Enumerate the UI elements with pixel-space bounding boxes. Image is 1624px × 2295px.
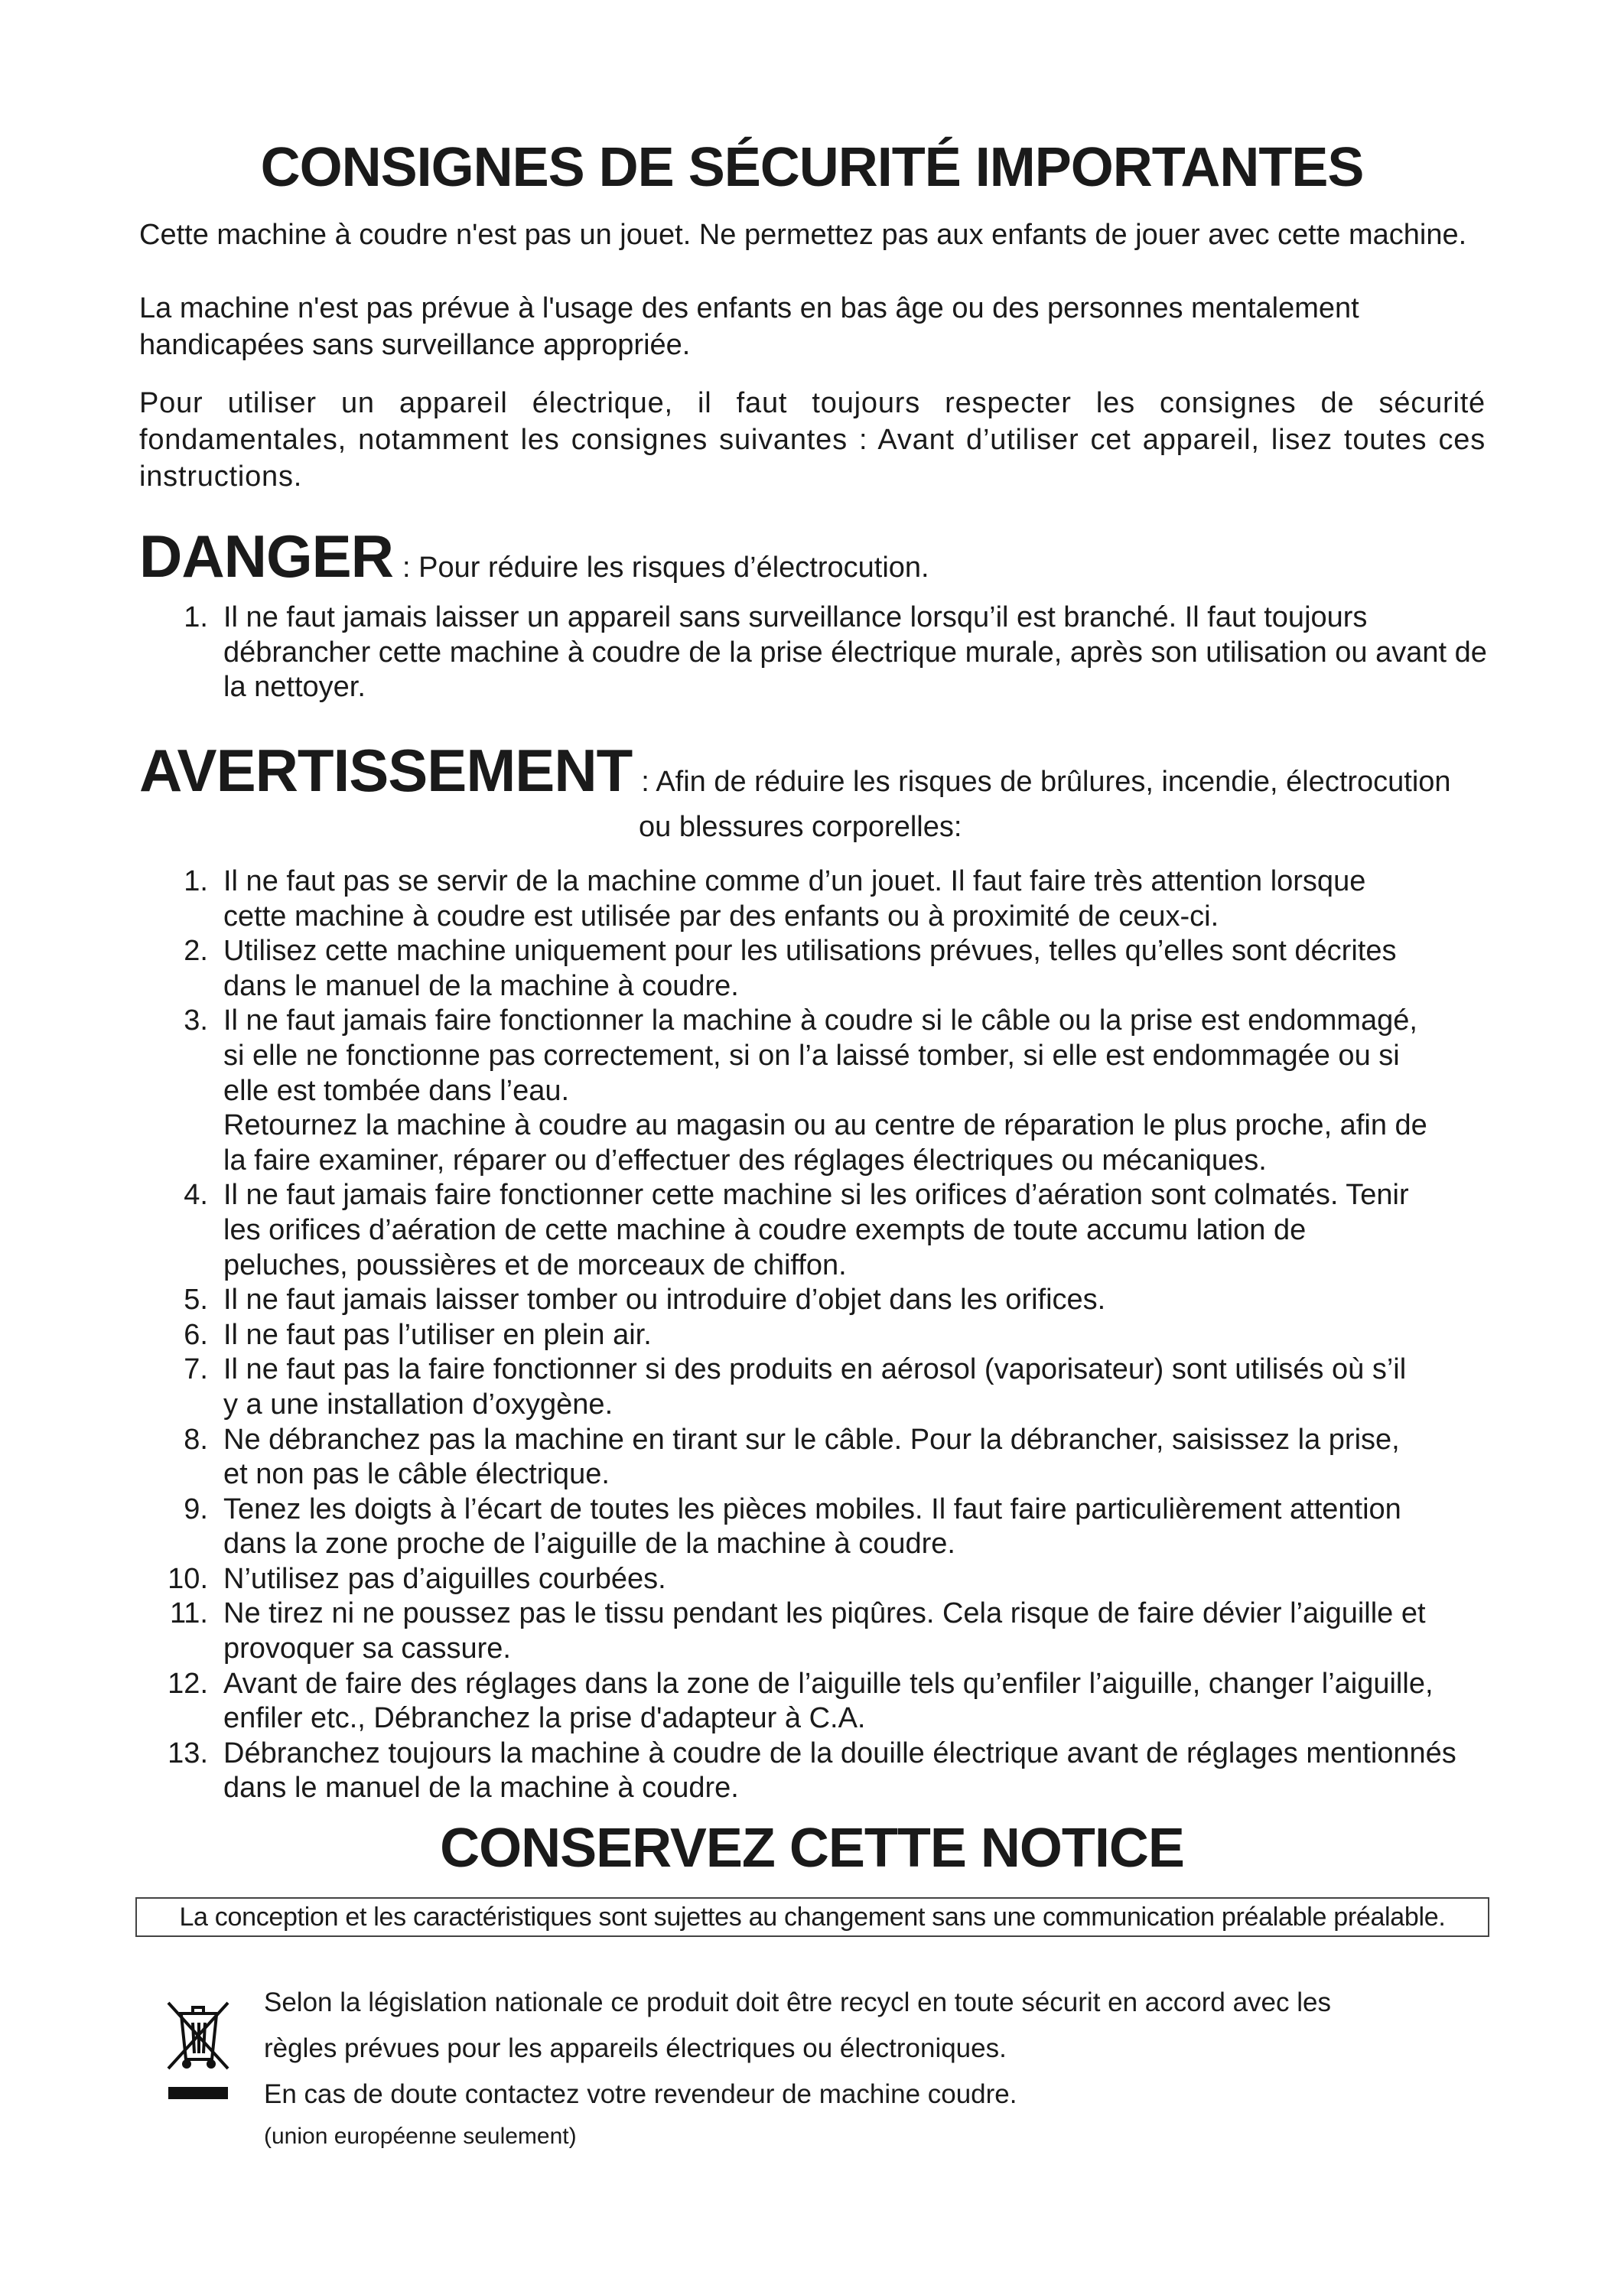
list-item [139,1493,1501,1562]
list-item-number: 11. [169,1597,208,1630]
list-item [139,1353,1501,1422]
list-item-number: 5. [184,1284,208,1317]
list-item-number: 12. [168,1667,208,1700]
list-item-number: 7. [184,1353,208,1386]
recycling-line-1: Selon la législation nationale ce produit doit être recycl en toute sécurit en accord avec les [264,1987,1331,2017]
list-item [139,1423,1501,1493]
intro-paragraph-children: La machine n'est pas prévue à l'usage des enfants en bas âge ou des personnes mentalement handicapées sans surveillance appropriée. [139,292,1359,361]
list-item-text: Ne tirez ni ne poussez pas le tissu pendant les piqûres. Cela risque de faire dévier l’aiguille et provoquer sa cassure. [223,1597,1426,1665]
list-item-text: Il ne faut pas l’utiliser en plein air. [223,1318,652,1351]
specification-notice-box: La conception et les caractéristiques sont sujettes au changement sans une communication préalable préalable. [135,1897,1489,1937]
recycling-info [264,1980,1488,2156]
list-item [139,864,1501,934]
list-item [139,1737,1501,1806]
danger-subtitle: : Pour réduire les risques d’électrocution. [402,552,929,584]
warning-subtitle-line2: ou blessures corporelles: [639,811,962,843]
list-item-text: Il ne faut jamais laisser tomber ou introduire d’objet dans les orifices. [223,1284,1106,1317]
danger-heading: DANGER [139,522,394,590]
list-item-number: 8. [184,1423,208,1456]
list-item [139,1318,1501,1353]
list-item [139,1283,1501,1318]
danger-heading-row [139,522,1501,591]
warning-heading-row [139,736,1501,805]
list-item-text: Utilisez cette machine uniquement pour les utilisations prévues, telles qu’elles sont décrites dans le manuel de la machine à coudre. [223,935,1397,1002]
list-item-text: Avant de faire des réglages dans la zone de l’aiguille tels qu’enfiler l’aiguille, changer l’aiguille, enfiler etc., Débranchez la prise d'adapteur à C.A. [223,1667,1434,1735]
recycling-line-2: règles prévues pour les appareils électriques ou électroniques. [264,2033,1007,2063]
intro-paragraph-instructions: Pour utiliser un appareil électrique, il faut toujours respecter les consignes de sécurité fondamentales, notamment les consignes suivantes : Avant d’utiliser cet appareil, lisez toutes ces instructions. [139,387,1486,493]
keep-notice-title: CONSERVEZ CETTE NOTICE [440,1818,1184,1879]
list-item-number: 1. [184,601,208,633]
danger-list [139,601,1501,705]
list-item-text: Débranchez toujours la machine à coudre de la douille électrique avant de réglages mentionnés dans le manuel de la machine à coudre. [223,1737,1456,1805]
list-item-text: Il ne faut jamais laisser un appareil sans surveillance lorsqu’il est branché. Il faut toujours débrancher cette machine à coudre de la prise électrique murale, après son utilisation ou avant de la nettoyer. [223,601,1487,704]
list-item-number: 4. [184,1179,208,1212]
list-item-number: 6. [184,1318,208,1351]
warning-heading: AVERTISSEMENT [139,737,633,804]
list-item-number: 3. [184,1004,208,1037]
page-title: CONSIGNES DE SÉCURITÉ IMPORTANTES [260,137,1364,198]
list-item-text: Tenez les doigts à l’écart de toutes les pièces mobiles. Il faut faire particulièrement attention dans la zone proche de l’aiguille de la machine à coudre. [223,1493,1401,1561]
list-item-number: 10. [168,1562,208,1595]
list-item-number: 9. [184,1493,208,1525]
list-item [139,1667,1501,1737]
intro-paragraph-toy: Cette machine à coudre n'est pas un jouet. Ne permettez pas aux enfants de jouer avec cette machine. [139,219,1467,251]
list-item-number: 13. [168,1737,208,1769]
list-item [139,1004,1501,1178]
warning-list [139,864,1501,1806]
recycling-eu-note: (union européenne seulement) [264,2124,577,2149]
list-item-number: 1. [184,865,208,897]
crossed-out-wheelie-bin-icon [162,1997,234,2104]
list-item-text: Il ne faut jamais faire fonctionner la machine à coudre si le câble ou la prise est endommagé, si elle ne fonctionne pas correctement, si on l’a laissé tomber, si elle est endommagée ou si elle est tombée dans l’eau. Retournez la machine à coudre au magasin ou au centre de réparation le plus proche, afin de la faire examiner, réparer ou d’effectuer des réglages électriques ou mécaniques. [223,1004,1427,1177]
list-item [139,601,1501,705]
warning-subtitle-line1: : Afin de réduire les risques de brûlures, incendie, électrocution [641,766,1451,798]
list-item [139,1562,1501,1597]
list-item-text: Il ne faut pas se servir de la machine comme d’un jouet. Il faut faire très attention lorsque cette machine à coudre est utilisée par des enfants ou à proximité de ceux-ci. [223,865,1366,933]
list-item-text: Ne débranchez pas la machine en tirant sur le câble. Pour la débrancher, saisissez la prise, et non pas le câble électrique. [223,1423,1400,1491]
list-item-text: Il ne faut jamais faire fonctionner cette machine si les orifices d’aération sont colmatés. Tenir les orifices d’aération de cette machine à coudre exempts de toute accumu lation de peluches, poussières et de morceaux de chiffon. [223,1179,1409,1281]
list-item [139,1597,1501,1666]
list-item-number: 2. [184,935,208,968]
list-item-text: Il ne faut pas la faire fonctionner si des produits en aérosol (vaporisateur) sont utilisés où s’il y a une installation d’oxygène. [223,1353,1407,1421]
list-item [139,1178,1501,1283]
list-item [139,934,1501,1004]
list-item-text: N’utilisez pas d’aiguilles courbées. [223,1562,666,1595]
recycling-line-3: En cas de doute contactez votre revendeur de machine coudre. [264,2079,1017,2109]
